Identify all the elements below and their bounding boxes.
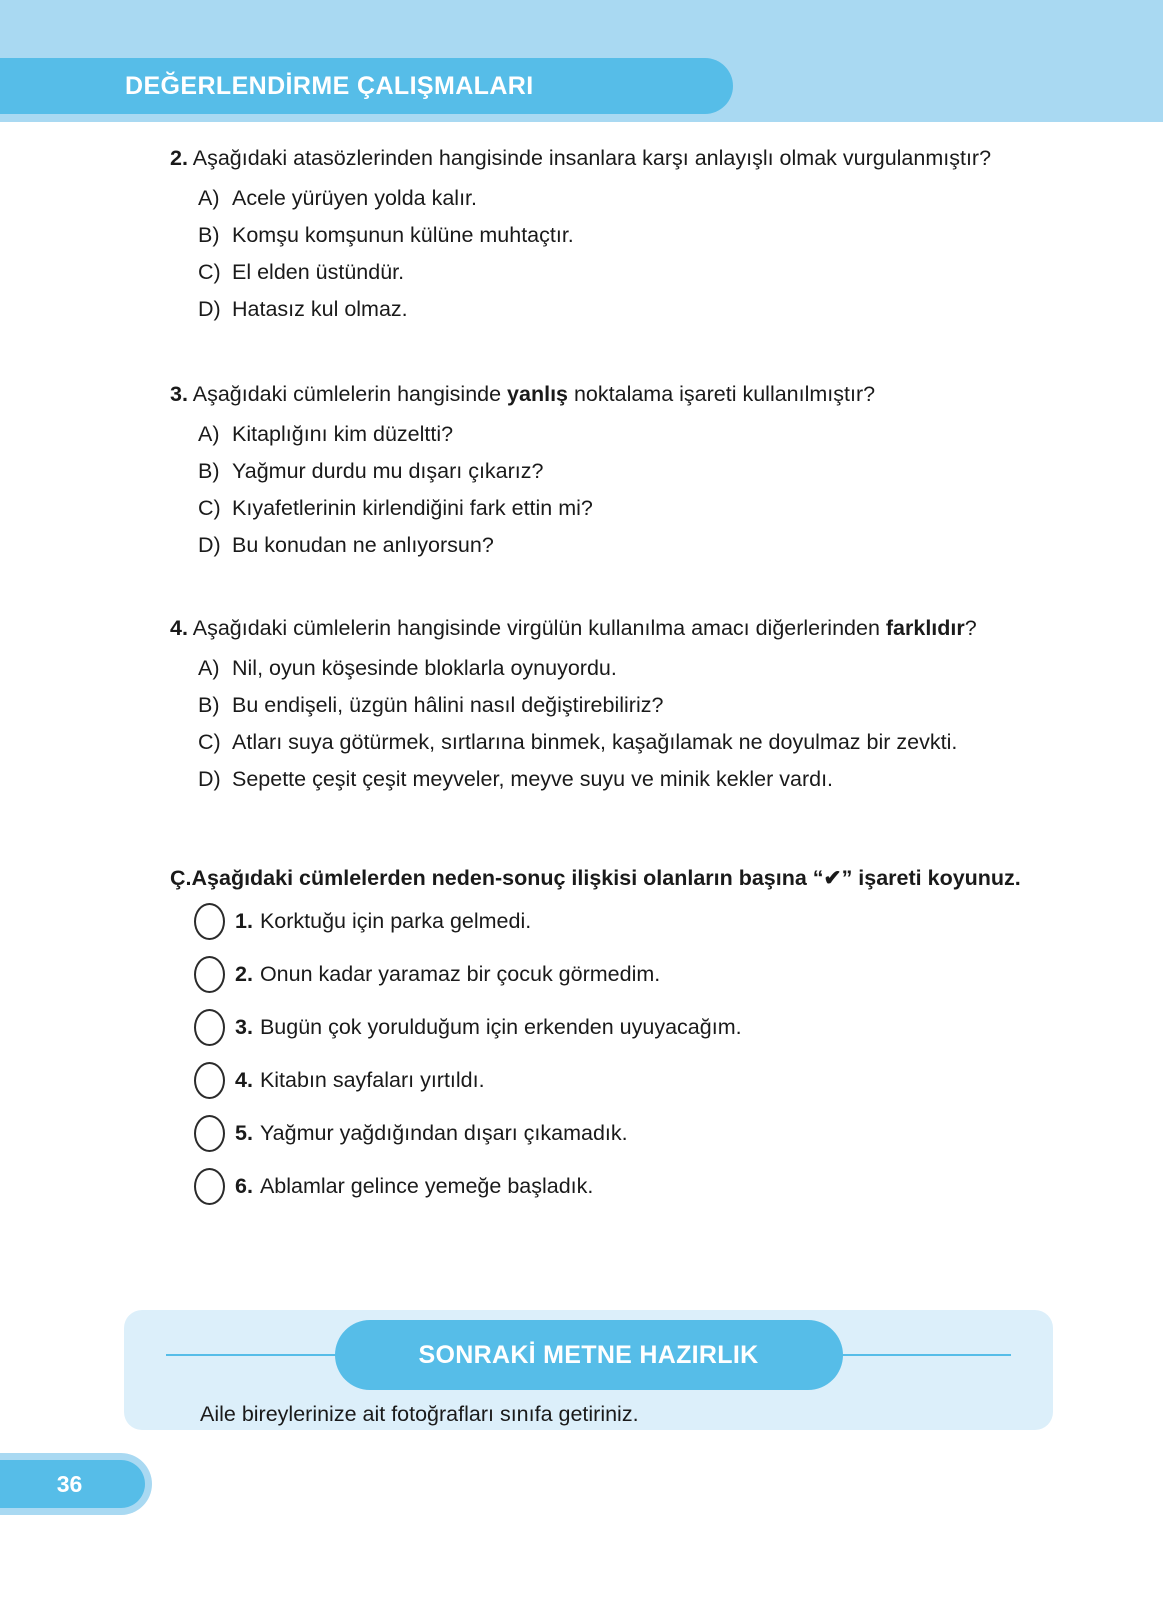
option-letter: B) (198, 459, 220, 483)
option-letter: A) (198, 186, 220, 210)
question-3-stem-part1: Aşağıdaki cümlelerin hangisinde (187, 382, 508, 406)
option-row[interactable] (118, 687, 1053, 724)
option-letter: C) (198, 496, 221, 520)
checkbox-circle-icon[interactable] (194, 1115, 225, 1152)
option-letter: A) (198, 656, 220, 680)
question-3-options (118, 416, 1053, 564)
section-header-pill (0, 58, 733, 114)
question-3-stem (118, 376, 1053, 412)
list-item-text: Kitabın sayfaları yırtıldı. (259, 1068, 485, 1092)
option-row[interactable] (118, 527, 1053, 564)
list-item-text: Bugün çok yorulduğum için erkenden uyuyacağım. (259, 1015, 742, 1039)
question-3-stem-emphasis: yanlış (507, 382, 568, 406)
question-4 (118, 610, 1053, 798)
section-c-instruction (118, 860, 1053, 897)
option-text: El elden üstündür. (232, 260, 405, 284)
option-letter: A) (198, 422, 220, 446)
spacer (118, 570, 1053, 610)
list-item-number: 6. (235, 1174, 253, 1198)
question-4-stem (118, 610, 1053, 646)
question-2-options (118, 180, 1053, 328)
option-letter: D) (198, 767, 221, 791)
list-item[interactable] (118, 1115, 1053, 1152)
option-text: Nil, oyun köşesinde bloklarla oynuyordu. (232, 656, 617, 680)
option-row[interactable] (118, 490, 1053, 527)
option-text: Hatasız kul olmaz. (232, 297, 408, 321)
option-row[interactable] (118, 291, 1053, 328)
list-item-number: 3. (235, 1015, 253, 1039)
list-item[interactable] (118, 903, 1053, 940)
option-row[interactable] (118, 650, 1053, 687)
question-4-options (118, 650, 1053, 798)
worksheet-content (118, 140, 1053, 1221)
checkbox-circle-icon[interactable] (194, 903, 225, 940)
spacer (118, 334, 1053, 376)
question-3-stem-part2: noktalama işareti kullanılmıştır? (568, 382, 876, 406)
option-letter: B) (198, 223, 220, 247)
option-text: Kitaplığını kim düzeltti? (232, 422, 454, 446)
callout-rule-left (166, 1354, 361, 1356)
option-letter: B) (198, 693, 220, 717)
option-text: Bu endişeli, üzgün hâlini nasıl değiştirebiliriz? (232, 693, 664, 717)
option-text: Atları suya götürmek, sırtlarına binmek, kaşağılamak ne doyulmaz bir zevkti. (232, 730, 958, 754)
list-item-text: Ablamlar gelince yemeğe başladık. (259, 1174, 594, 1198)
section-header-title: DEĞERLENDİRME ÇALIŞMALARI (125, 71, 534, 100)
question-2-number: 2. (170, 146, 188, 170)
option-text: Sepette çeşit çeşit meyveler, meyve suyu ve minik kekler vardı. (232, 767, 834, 791)
section-c-checklist (118, 903, 1053, 1205)
question-2-stem-text: Aşağıdaki atasözlerinden hangisinde insanlara karşı anlayışlı olmak vurgulanmıştır? (187, 146, 992, 170)
option-text: Acele yürüyen yolda kalır. (232, 186, 477, 210)
callout-body-text: Aile bireylerinize ait fotoğrafları sınıfa getiriniz. (200, 1402, 639, 1426)
list-item-text: Onun kadar yaramaz bir çocuk görmedim. (259, 962, 661, 986)
section-c-instruction-text: Aşağıdaki cümlelerden neden-sonuç ilişkisi olanların başına “✔” işareti koyunuz. (191, 866, 1021, 890)
option-row[interactable] (118, 416, 1053, 453)
question-2-stem (118, 140, 1053, 176)
option-letter: D) (198, 533, 221, 557)
page-number: 36 (56, 1470, 83, 1497)
option-row[interactable] (118, 217, 1053, 254)
list-item-number: 4. (235, 1068, 253, 1092)
callout-badge (335, 1320, 843, 1390)
option-text: Yağmur durdu mu dışarı çıkarız? (232, 459, 544, 483)
question-4-stem-emphasis: farklıdır (885, 616, 965, 640)
page-number-tab (0, 1460, 145, 1508)
option-row[interactable] (118, 180, 1053, 217)
option-letter: C) (198, 730, 221, 754)
list-item-text: Korktuğu için parka gelmedi. (259, 909, 532, 933)
option-text: Kıyafetlerinin kirlendiğini fark ettin mi? (232, 496, 593, 520)
question-3-number: 3. (170, 382, 188, 406)
option-row[interactable] (118, 254, 1053, 291)
option-letter: D) (198, 297, 221, 321)
checkbox-circle-icon[interactable] (194, 1168, 225, 1205)
option-text: Komşu komşunun külüne muhtaçtır. (232, 223, 574, 247)
option-row[interactable] (118, 453, 1053, 490)
section-c (118, 860, 1053, 1205)
list-item-number: 5. (235, 1121, 253, 1145)
list-item-number: 2. (235, 962, 253, 986)
list-item[interactable] (118, 956, 1053, 993)
question-4-number: 4. (170, 616, 188, 640)
list-item[interactable] (118, 1009, 1053, 1046)
option-row[interactable] (118, 724, 1053, 761)
question-3 (118, 376, 1053, 564)
checkbox-circle-icon[interactable] (194, 1062, 225, 1099)
callout-rule-right (816, 1354, 1011, 1356)
option-row[interactable] (118, 761, 1053, 798)
section-c-letter: Ç. (170, 866, 192, 890)
option-text: Bu konudan ne anlıyorsun? (232, 533, 494, 557)
spacer (118, 804, 1053, 860)
list-item-number: 1. (235, 909, 253, 933)
next-text-preparation-box (124, 1310, 1053, 1430)
question-4-stem-part2: ? (964, 616, 977, 640)
list-item[interactable] (118, 1062, 1053, 1099)
callout-badge-label: SONRAKİ METNE HAZIRLIK (418, 1340, 759, 1369)
list-item[interactable] (118, 1168, 1053, 1205)
checkbox-circle-icon[interactable] (194, 1009, 225, 1046)
option-letter: C) (198, 260, 221, 284)
list-item-text: Yağmur yağdığından dışarı çıkamadık. (259, 1121, 628, 1145)
checkbox-circle-icon[interactable] (194, 956, 225, 993)
question-2 (118, 140, 1053, 328)
question-4-stem-part1: Aşağıdaki cümlelerin hangisinde virgülün kullanılma amacı diğerlerinden (187, 616, 886, 640)
